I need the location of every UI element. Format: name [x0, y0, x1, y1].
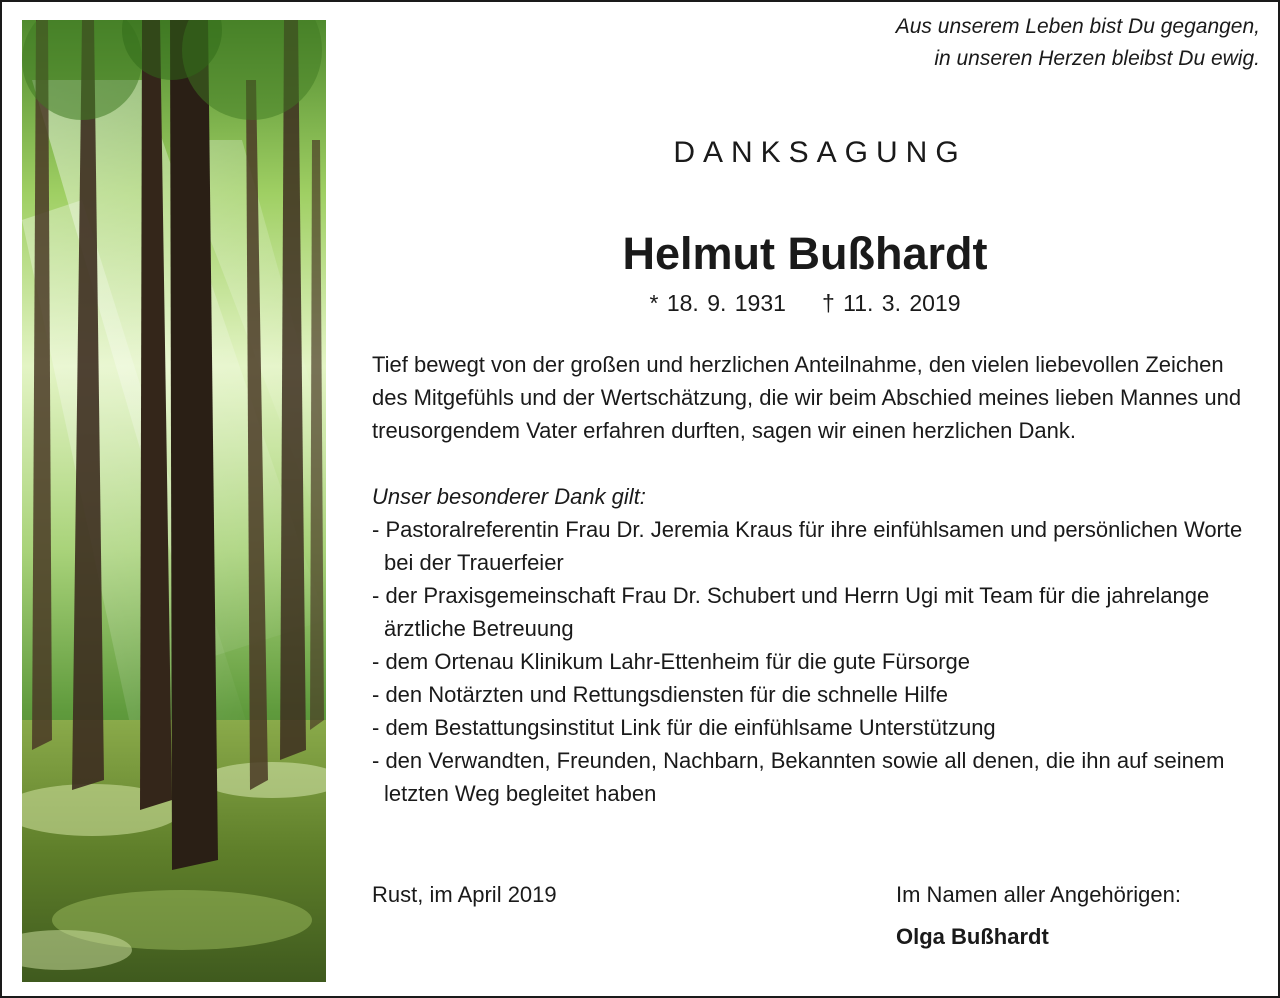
motto	[896, 11, 1260, 75]
thanks-item: - dem Ortenau Klinikum Lahr-Ettenheim für die gute Fürsorge	[372, 649, 970, 674]
deceased-name: Helmut Bußhardt	[622, 228, 988, 279]
thanks-body	[372, 348, 1252, 810]
place-and-date: Rust, im April 2019	[372, 882, 557, 907]
motto-line-1: Aus unserem Leben bist Du gegangen,	[895, 15, 1260, 38]
signoff: Im Namen aller Angehörigen:	[896, 882, 1181, 907]
life-dates	[372, 290, 1238, 317]
forest-image	[22, 20, 326, 982]
intro-paragraph: Tief bewegt von der großen und herzlichen Anteilnahme, den vielen liebevollen Zeichen des Mitgefühls und der Wertschätzung, die wir beim Abschied meines lieben Mannes und treusorgendem Vater erfahren durften, sagen wir einen herzlichen Dank.	[372, 352, 1242, 443]
thanks-heading: Unser besonderer Dank gilt:	[372, 484, 646, 509]
motto-line-2: in unseren Herzen bleibst Du ewig.	[934, 47, 1260, 70]
thanks-item: - Pastoralreferentin Frau Dr. Jeremia Kraus für ihre einfühlsamen und persönlichen Worte bei der Trauerfeier	[372, 517, 1243, 575]
thanks-item: - den Notärzten und Rettungsdiensten für die schnelle Hilfe	[372, 682, 949, 707]
thanks-item: - der Praxisgemeinschaft Frau Dr. Schubert und Herrn Ugi mit Team für die jahrelange ärztliche Betreuung	[372, 583, 1210, 641]
signer-name: Olga Bußhardt	[896, 924, 1049, 949]
death-date: † 11. 3. 2019	[821, 290, 961, 316]
thanks-item: - den Verwandten, Freunden, Nachbarn, Bekannten sowie all denen, die ihn auf seinem letzten Weg begleitet haben	[372, 748, 1225, 806]
birth-date: * 18. 9. 1931	[649, 290, 786, 316]
heading-danksagung: DANKSAGUNG	[673, 136, 967, 169]
thanks-item: - dem Bestattungsinstitut Link für die einfühlsame Unterstützung	[372, 715, 996, 740]
forest-illustration	[22, 20, 326, 982]
thanks-list	[372, 513, 1252, 810]
